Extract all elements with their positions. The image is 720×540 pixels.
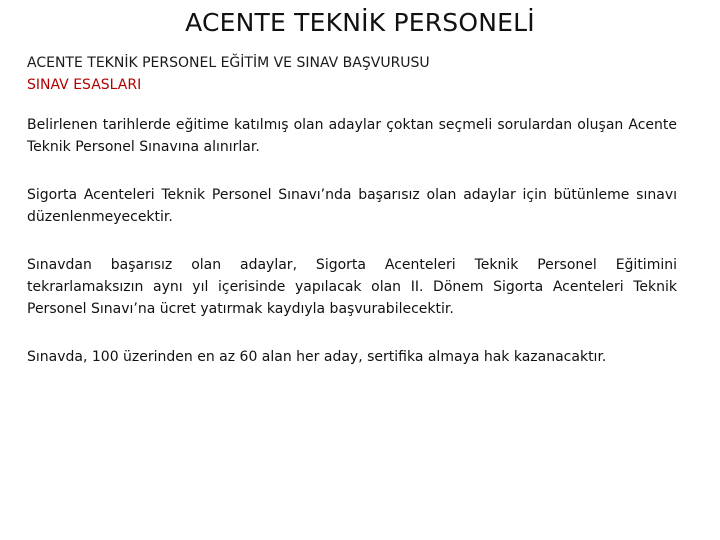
section-heading: ACENTE TEKNİK PERSONEL EĞİTİM VE SINAV BAŞVURUSU [27, 55, 430, 71]
section-subheading: SINAV ESASLARI [27, 77, 142, 93]
slide-title: ACENTE TEKNİK PERSONELİ [185, 8, 535, 37]
paragraph-exam-eligibility: Belirlenen tarihlerde eğitime katılmış olan adaylar çoktan seçmeli sorulardan oluşan Acente Teknik Personel Sınavına alınırlar. [27, 117, 677, 155]
slide-content [27, 52, 677, 368]
paragraph-passing-score: Sınavda, 100 üzerinden en az 60 alan her aday, sertifika almaya hak kazanacaktır. [27, 349, 607, 365]
paragraph-retake-application: Sınavdan başarısız olan adaylar, Sigorta Acenteleri Teknik Personel Eğitimini tekrarlamaksızın aynı yıl içerisinde yapılacak olan II. Dönem Sigorta Acenteleri Teknik Personel Sınavı’na ücret yatırmak kaydıyla başvurabilecektir. [27, 257, 677, 317]
paragraph-no-makeup-exam: Sigorta Acenteleri Teknik Personel Sınavı’nda başarısız olan adaylar için bütünleme sınavı düzenlenmeyecektir. [27, 187, 677, 225]
